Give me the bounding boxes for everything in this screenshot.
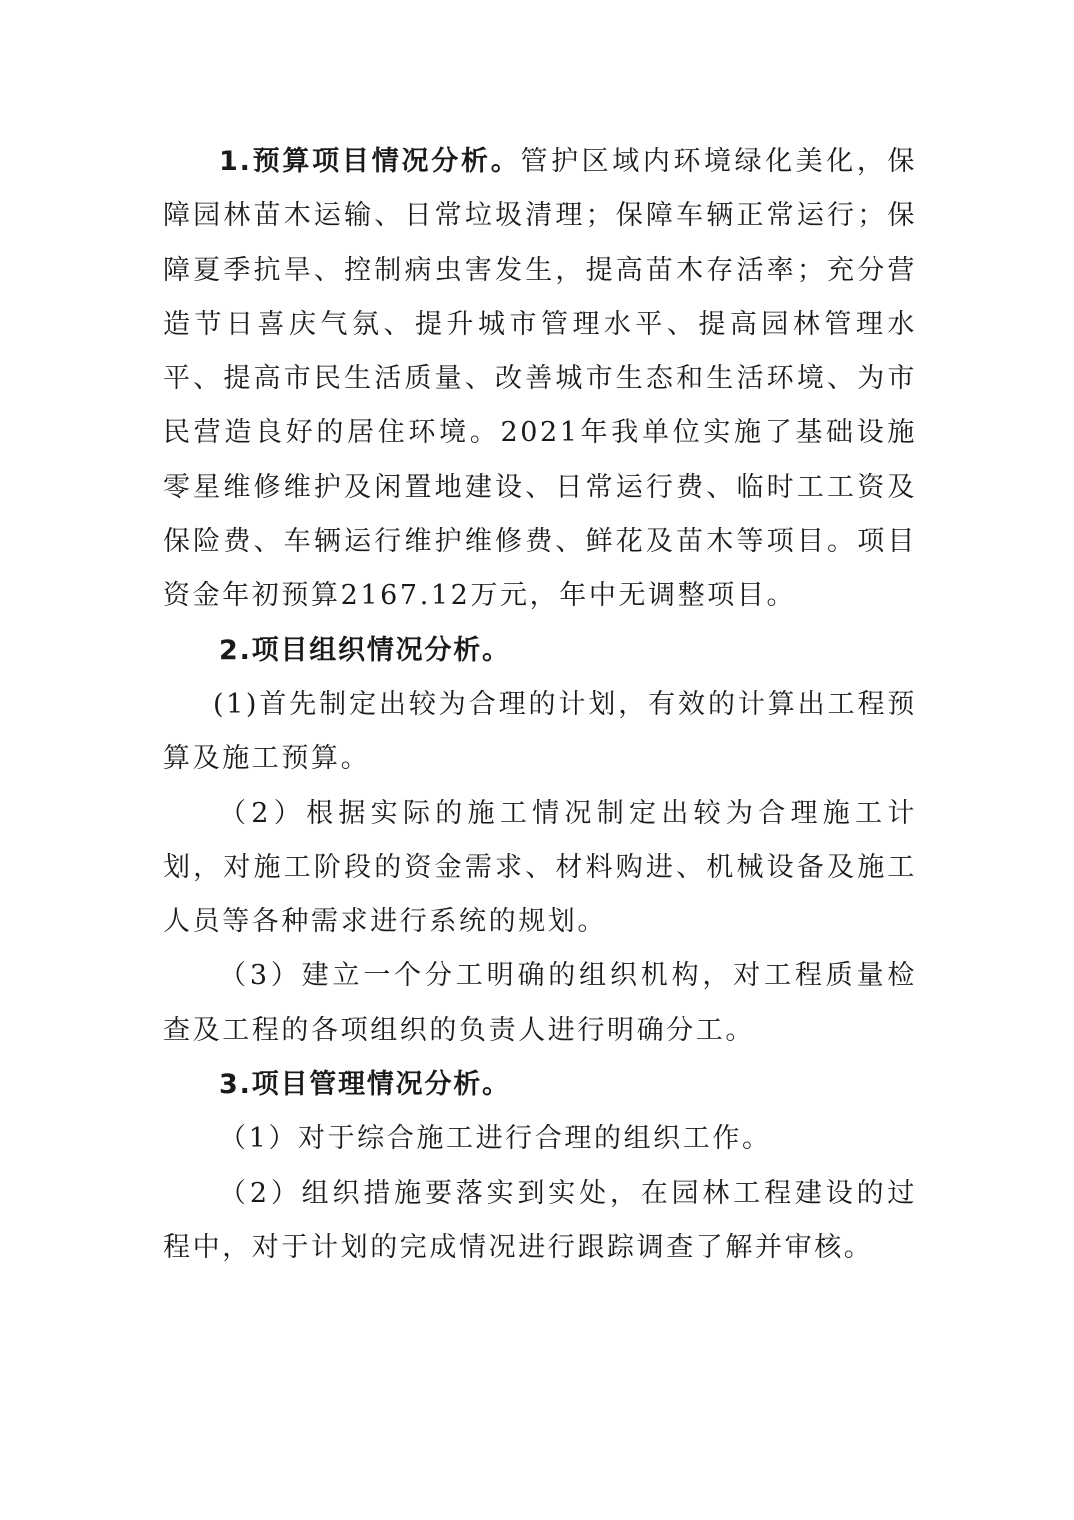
document-body [163, 135, 917, 1275]
section-2-heading: 2.项目组织情况分析。 [219, 634, 511, 666]
section-1-body: 管护区域内环境绿化美化，保障园林苗木运输、日常垃圾清理；保障车辆正常运行；保障夏季抗旱、控制病虫害发生，提高苗木存活率；充分营造节日喜庆气氛、提升城市管理水平、提高园林管理水平、提高市民生活质量、改善城市生态和生活环境、为市民营造良好的居住环境。2021年我单位实施了基础设施零星维修维护及闲置地建设、日常运行费、临时工工资及保险费、车辆运行维护维修费、鲜花及苗木等项目。项目资金年初预算2167.12万元，年中无调整项目。 [163, 146, 917, 612]
section-2-heading-paragraph [163, 624, 917, 678]
section-2-item-1: (1)首先制定出较为合理的计划，有效的计算出工程预算及施工预算。 [163, 688, 917, 775]
section-1-paragraph [163, 135, 917, 624]
section-1-heading: 1.预算项目情况分析。 [219, 146, 521, 177]
section-3-heading: 3.项目管理情况分析。 [219, 1069, 511, 1101]
section-3-item-1: （1）对于综合施工进行合理的组织工作。 [219, 1123, 772, 1155]
section-2-item-3: （3）建立一个分工明确的组织机构，对工程质量检查及工程的各项组织的负责人进行明确分工。 [163, 960, 917, 1046]
section-3-heading-paragraph [163, 1058, 917, 1112]
section-2-item-2: （2）根据实际的施工情况制定出较为合理施工计划，对施工阶段的资金需求、材料购进、机械设备及施工人员等各种需求进行系统的规划。 [163, 797, 917, 938]
section-3-item-2: （2）组织措施要落实到实处，在园林工程建设的过程中，对于计划的完成情况进行跟踪调查了解并审核。 [163, 1177, 917, 1263]
